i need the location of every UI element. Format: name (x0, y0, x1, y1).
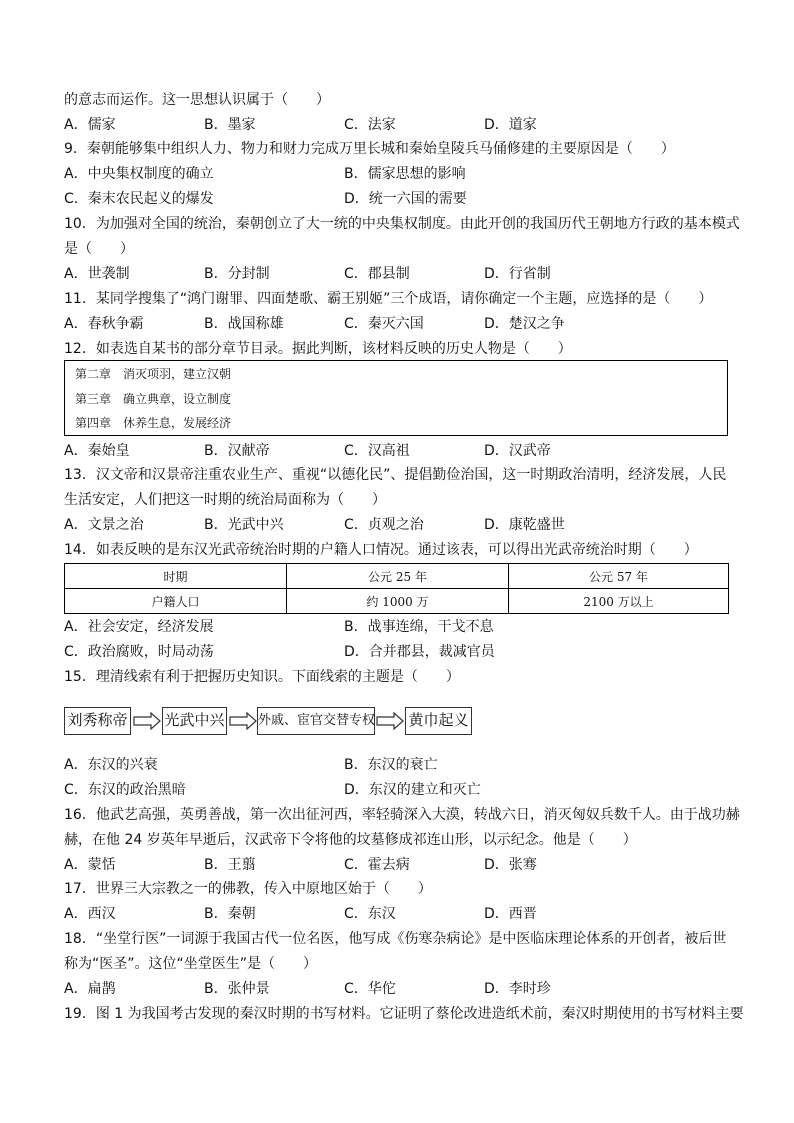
question-line: 15．理清线索有利于把握历史知识。下面线索的主题是（ ） (64, 669, 460, 685)
toc-chapter-2: 第二章 消灭项羽，建立汉朝 (75, 367, 232, 381)
answer-option: C．法家 (344, 117, 396, 133)
table-cell-year-57: 2100 万以上 (509, 589, 729, 614)
answer-option: D．楚汉之争 (484, 316, 565, 332)
question-line: 19．图 1 为我国考古发现的秦汉时期的书写材料。它证明了蔡伦改进造纸术前，秦汉时期使用的书写材料主要 (64, 1006, 744, 1022)
flow-box-4: 黄巾起义 (405, 707, 472, 735)
answer-option: B．汉献帝 (204, 443, 270, 459)
question-line: 生活安定，人们把这一时期的统治局面称为（ ） (64, 492, 386, 508)
answer-option: B．墨家 (204, 117, 256, 133)
answer-option: C．郡县制 (344, 266, 410, 282)
answer-option: C．东汉 (344, 906, 396, 922)
answer-option: A．蒙恬 (64, 857, 116, 873)
answer-option: D．张骞 (484, 857, 537, 873)
answer-option: C．秦末农民起义的爆发 (64, 191, 214, 207)
answer-option: D．西晋 (484, 906, 537, 922)
answer-option: C．秦灭六国 (344, 316, 424, 332)
answer-option: A．春秋争霸 (64, 316, 144, 332)
table-row (65, 564, 729, 589)
table-row (65, 589, 729, 614)
answer-option: A．世袭制 (64, 266, 130, 282)
answer-option: B．光武中兴 (204, 517, 284, 533)
answer-option: A．社会安定，经济发展 (64, 619, 214, 635)
answer-option: B．张仲景 (204, 981, 270, 997)
answer-option: D．行省制 (484, 266, 551, 282)
answer-option: A．东汉的兴衰 (64, 757, 158, 773)
answer-option: D．东汉的建立和灭亡 (344, 782, 481, 798)
answer-option: C．贞观之治 (344, 517, 424, 533)
table-header-year-25: 公元 25 年 (287, 564, 509, 589)
answer-option: D．李时珍 (484, 981, 551, 997)
question-line: 的意志而运作。这一思想认识属于（ ） (64, 92, 330, 108)
question-line: 12．如表选自某书的部分章节目录。据此判断，该材料反映的历史人物是（ ） (64, 341, 572, 357)
flow-box-2: 光武中兴 (162, 707, 227, 735)
question-line: 是（ ） (64, 241, 134, 257)
answer-option: D．汉武帝 (484, 443, 551, 459)
table-cell-year-25: 约 1000 万 (287, 589, 509, 614)
right-arrow-icon (376, 712, 404, 730)
toc-chapter-4: 第四章 休养生息，发展经济 (75, 416, 232, 430)
answer-option: C．霍去病 (344, 857, 410, 873)
answer-option: C．东汉的政治黑暗 (64, 782, 186, 798)
answer-option: A．文景之治 (64, 517, 144, 533)
question-line: 16．他武艺高强，英勇善战，第一次出征河西，率轻骑深入大漠，转战六日，消灭匈奴兵数千人。由于战功赫 (64, 807, 740, 823)
question-line: 13．汉文帝和汉景帝注重农业生产、重视“以德化民”、提倡勤俭治国，这一时期政治清明，经济发展，人民 (64, 467, 727, 483)
question-line: 10．为加强对全国的统治，秦朝创立了大一统的中央集权制度。由此开创的我国历代王朝地方行政的基本模式 (64, 216, 740, 232)
question-line: 18．“坐堂行医”一词源于我国古代一位名医，他写成《伤寒杂病论》是中医临床理论体系的开创者，被后世 (64, 931, 727, 947)
table-header-year-57: 公元 57 年 (509, 564, 729, 589)
flow-box-1: 刘秀称帝 (64, 707, 131, 735)
flow-box-3: 外戚、宦官交替专权 (257, 707, 375, 735)
answer-option: B．儒家思想的影响 (344, 166, 466, 182)
answer-option: B．战国称雄 (204, 316, 284, 332)
answer-option: B．东汉的衰亡 (344, 757, 438, 773)
answer-option: B．战事连绵，干戈不息 (344, 619, 494, 635)
right-arrow-icon (133, 712, 161, 730)
answer-option: D．康乾盛世 (484, 517, 565, 533)
answer-option: A．扁鹊 (64, 981, 116, 997)
answer-option: D．合并郡县，裁减官员 (344, 644, 495, 660)
table-cell-label: 户籍人口 (65, 589, 287, 614)
chapter-table-of-contents (64, 360, 728, 436)
toc-chapter-3: 第三章 确立典章，设立制度 (75, 392, 232, 406)
population-table (64, 563, 729, 614)
question-line: 17．世界三大宗教之一的佛教，传入中原地区始于（ ） (64, 881, 432, 897)
question-line: 14．如表反映的是东汉光武帝统治时期的户籍人口情况。通过该表，可以得出光武帝统治时期（ ） (64, 542, 698, 558)
answer-option: C．华佗 (344, 981, 396, 997)
answer-option: B．分封制 (204, 266, 270, 282)
table-header-period: 时期 (65, 564, 287, 589)
question-line: 11．某同学搜集了“鸿门谢罪、四面楚歌、霸王别姬”三个成语，请你确定一个主题，应选择的是（ ） (64, 291, 713, 307)
answer-option: A．儒家 (64, 117, 116, 133)
answer-option: A．西汉 (64, 906, 116, 922)
answer-option: B．王翦 (204, 857, 256, 873)
answer-option: C．汉高祖 (344, 443, 410, 459)
answer-option: C．政治腐败，时局动荡 (64, 644, 214, 660)
question-line: 赫，在他 24 岁英年早逝后，汉武帝下令将他的坟墓修成祁连山形，以示纪念。他是（ ） (64, 832, 637, 848)
answer-option: D．统一六国的需要 (344, 191, 467, 207)
question-line: 9．秦朝能够集中组织人力、物力和财力完成万里长城和秦始皇陵兵马俑修建的主要原因是（ ） (64, 141, 675, 157)
answer-option: B．秦朝 (204, 906, 256, 922)
answer-option: A．中央集权制度的确立 (64, 166, 214, 182)
answer-option: A．秦始皇 (64, 443, 130, 459)
question-line: 称为“医圣”。这位“坐堂医生”是（ ） (64, 956, 318, 972)
answer-option: D．道家 (484, 117, 537, 133)
right-arrow-icon (229, 712, 257, 730)
